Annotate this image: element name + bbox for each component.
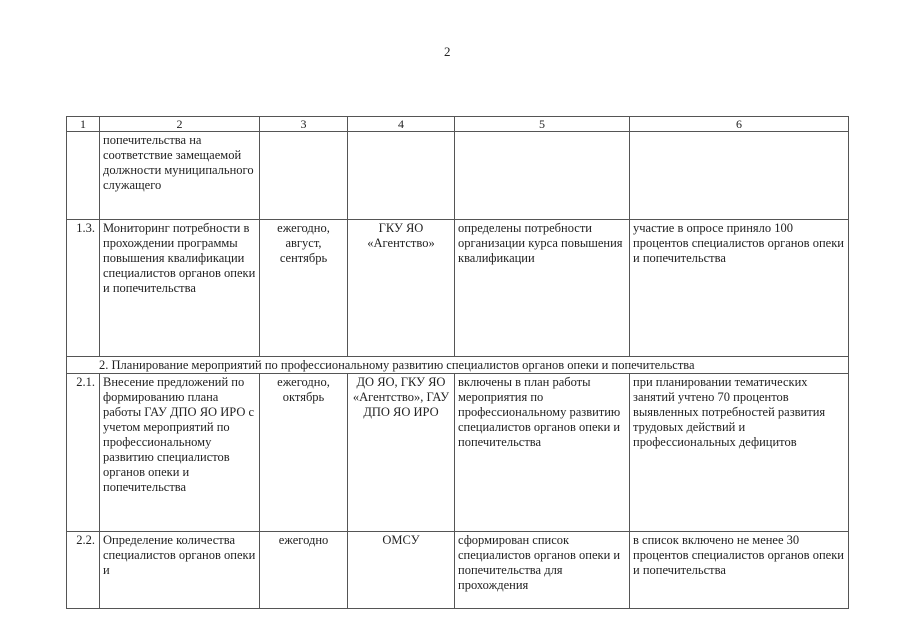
table-row bbox=[67, 220, 849, 357]
section-row bbox=[67, 357, 849, 374]
column-header: 3 bbox=[260, 117, 348, 132]
indicator-cell: при планировании тематических занятий учтено 70 процентов выявленных потребностей развития трудовых действий и профессиональных дефицитов bbox=[630, 374, 849, 532]
executor-cell bbox=[348, 132, 455, 220]
row-number: 2.1. bbox=[67, 374, 100, 532]
column-header: 6 bbox=[630, 117, 849, 132]
executor-cell: ОМСУ bbox=[348, 532, 455, 609]
column-header: 5 bbox=[455, 117, 630, 132]
term-cell: ежегодно, август, сентябрь bbox=[260, 220, 348, 357]
result-cell bbox=[455, 132, 630, 220]
indicator-cell bbox=[630, 132, 849, 220]
row-number: 1.3. bbox=[67, 220, 100, 357]
term-cell: ежегодно, октябрь bbox=[260, 374, 348, 532]
activity-cell: попечительства на соответствие замещаемой должности муниципального служащего bbox=[100, 132, 260, 220]
result-cell: сформирован список специалистов органов опеки и попечительства для прохождения bbox=[455, 532, 630, 609]
activity-cell: Внесение предложений по формированию плана работы ГАУ ДПО ЯО ИРО с учетом мероприятий по профессиональному развитию специалистов органов опеки и попечительства bbox=[100, 374, 260, 532]
executor-cell: ДО ЯО, ГКУ ЯО «Агентство», ГАУ ДПО ЯО ИРО bbox=[348, 374, 455, 532]
result-cell: включены в план работы мероприятия по профессиональному развитию специалистов органов опеки и попечительства bbox=[455, 374, 630, 532]
column-header: 1 bbox=[67, 117, 100, 132]
activity-cell: Мониторинг потребности в прохождении программы повышения квалификации специалистов органов опеки и попечительства bbox=[100, 220, 260, 357]
table-row bbox=[67, 132, 849, 220]
indicator-cell: участие в опросе приняло 100 процентов специалистов органов опеки и попечительства bbox=[630, 220, 849, 357]
result-cell: определены потребности организации курса повышения квалификации bbox=[455, 220, 630, 357]
table-row bbox=[67, 374, 849, 532]
table-header-row bbox=[67, 117, 849, 132]
page-number: 2 bbox=[444, 44, 451, 59]
row-number: 2.2. bbox=[67, 532, 100, 609]
row-number bbox=[67, 132, 100, 220]
executor-cell: ГКУ ЯО «Агентство» bbox=[348, 220, 455, 357]
column-header: 2 bbox=[100, 117, 260, 132]
section-title: 2. Планирование мероприятий по профессиональному развитию специалистов органов опеки и попечительства bbox=[67, 357, 849, 374]
term-cell bbox=[260, 132, 348, 220]
term-cell: ежегодно bbox=[260, 532, 348, 609]
indicator-cell: в список включено не менее 30 процентов специалистов органов опеки и попечительства bbox=[630, 532, 849, 609]
activity-cell: Определение количества специалистов органов опеки и bbox=[100, 532, 260, 609]
column-header: 4 bbox=[348, 117, 455, 132]
plan-table bbox=[66, 116, 849, 609]
table-row bbox=[67, 532, 849, 609]
